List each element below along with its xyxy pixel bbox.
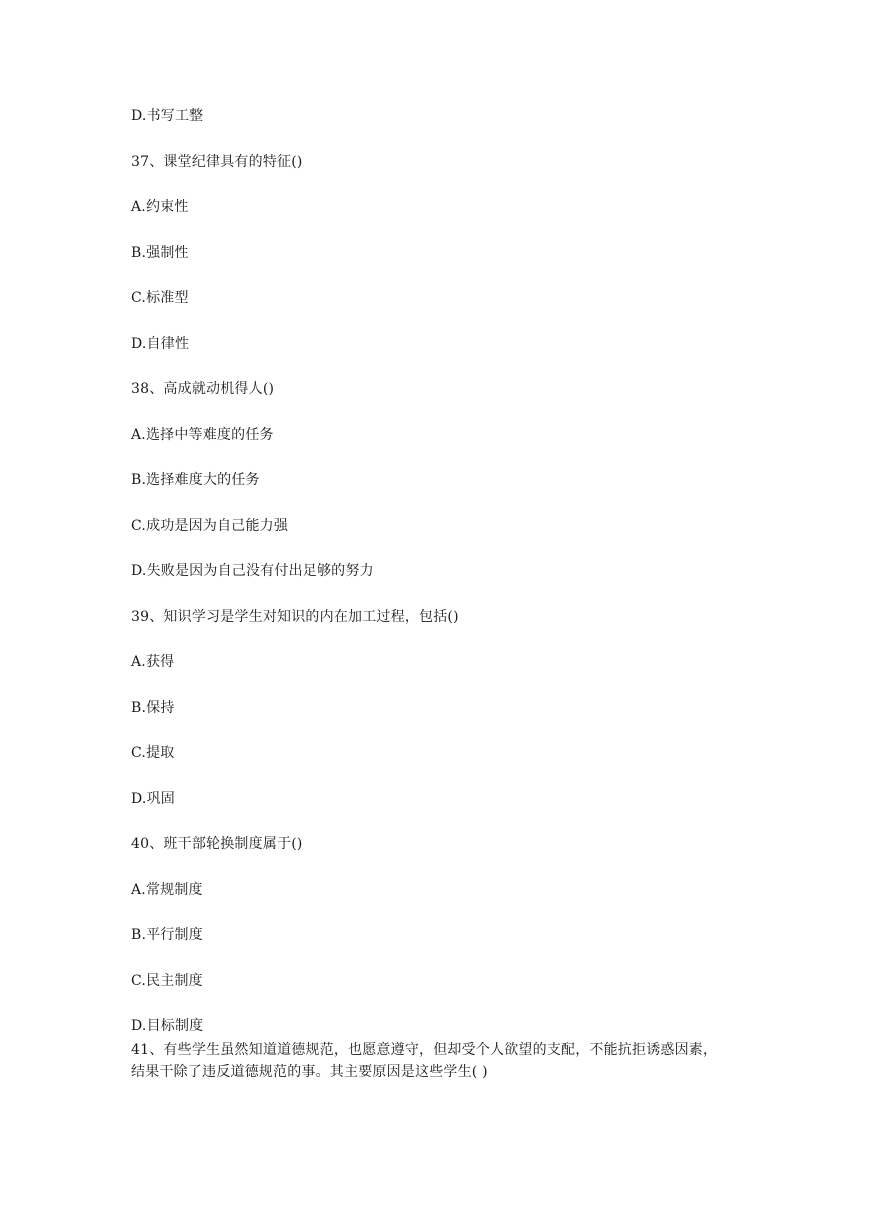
question-41 [131,1039,771,1083]
question-38: 38、高成就动机得人() [131,381,275,397]
option-38-b: B.选择难度大的任务 [131,472,260,488]
question-37: 37、课堂纪律具有的特征() [131,154,303,170]
option-40-a: A.常规制度 [131,882,203,898]
question-39: 39、知识学习是学生对知识的内在加工过程，包括() [131,609,459,625]
option-38-a: A.选择中等难度的任务 [131,427,274,443]
option-39-d: D.巩固 [131,791,175,807]
option-40-b: B.平行制度 [131,927,203,943]
option-39-c: C.提取 [131,745,175,761]
option-38-d: D.失败是因为自己没有付出足够的努力 [131,563,374,579]
option-40-c: C.民主制度 [131,973,203,989]
option-37-a: A.约束性 [131,199,189,215]
option-38-c: C.成功是因为自己能力强 [131,518,289,534]
option-39-a: A.获得 [131,654,175,670]
option-36-d: D.书写工整 [131,108,204,124]
option-37-c: C.标准型 [131,290,189,306]
option-40-d: D.目标制度 [131,1018,204,1034]
option-37-b: B.强制性 [131,245,189,261]
option-37-d: D.自律性 [131,336,190,352]
option-39-b: B.保持 [131,700,175,716]
question-41-line-1: 41、有些学生虽然知道道德规范，也愿意遵守，但却受个人欲望的支配，不能抗拒诱惑因素， [131,1042,718,1058]
question-40: 40、班干部轮换制度属于() [131,836,303,852]
question-41-line-2: 结果干除了违反道德规范的事。其主要原因是这些学生( ) [131,1064,488,1080]
